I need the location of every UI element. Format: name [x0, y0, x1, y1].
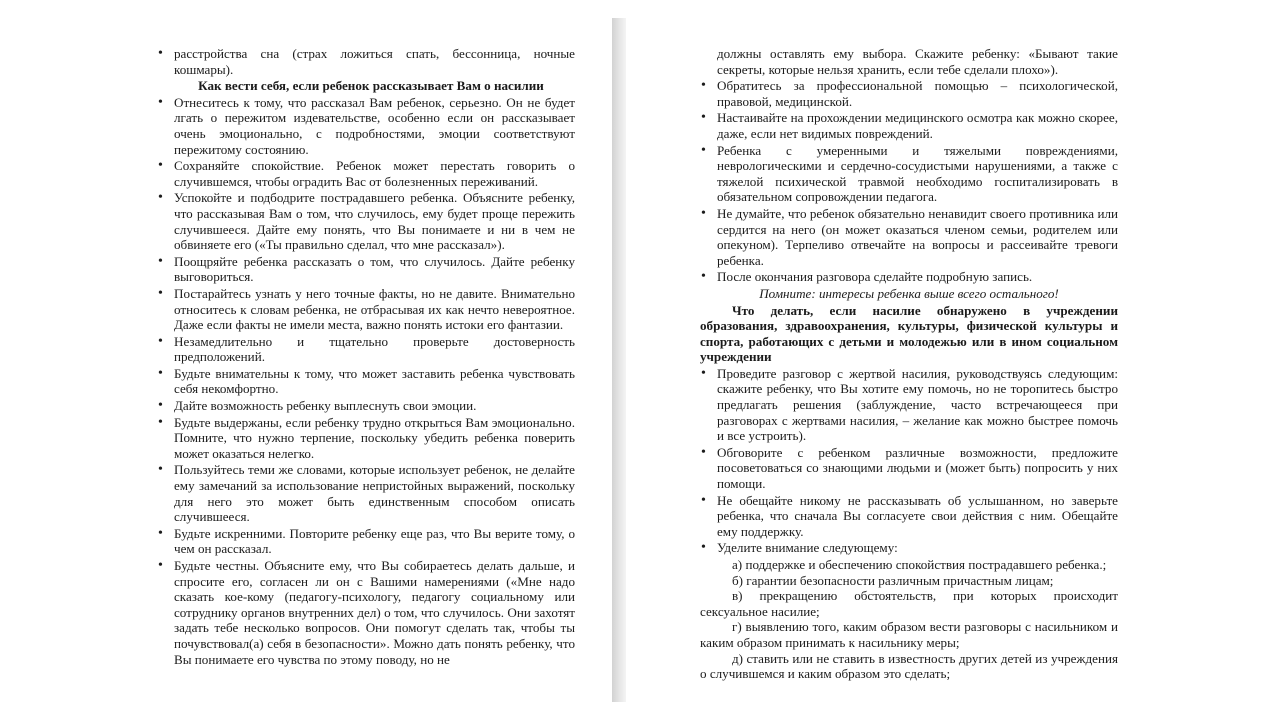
list-item: • Настаивайте на прохождении медицинского осмотра как можно скорее, даже, если нет видимых повреждений.: [700, 110, 1118, 141]
left-page: [155, 46, 575, 668]
list-item: • Проведите разговор с жертвой насилия, руководствуясь следующим: скажите ребенку, что Вы хотите ему помочь, но не торопитесь быстро предлагать решения (заблуждение, часто встречающееся при разговорах с жертвами насилия, – желание как можно быстрее помочь и все устроить).: [700, 366, 1118, 444]
sub-item: б) гарантии безопасности различным причастным лицам;: [732, 572, 1054, 588]
list-item: • Не думайте, что ребенок обязательно ненавидит своего противника или сердится на него (он может оказаться членом семьи, родителем или опекуном). Терпеливо отвечайте на вопросы и рассеивайте тревоги ребенка.: [700, 206, 1118, 268]
list-item: • После окончания разговора сделайте подробную запись.: [700, 269, 1118, 285]
list-item: • Пользуйтесь теми же словами, которые использует ребенок, не делайте ему замечаний за использование непристойных выражений, поскольку для него это может быть единственным способом описать случившееся.: [155, 462, 575, 524]
list-item: • Будьте честны. Объясните ему, что Вы собираетесь делать дальше, и спросите его, согласен ли он с Вашими намерениями («Мне надо сказать кое-кому (педагогу-психологу, педагогу социальному или сотруднику органов внутренних дел) о том, что случилось. Они захотят задать тебе несколько вопросов. Они помогут сделать так, чтобы ты почувствовал(а) себя в безопасности». Можно дать понять ребенку, что Вы понимаете его чувства по этому поводу, но не: [155, 558, 575, 667]
sub-item: в) прекращению обстоятельств, при которых происходит сексуальное насилие;: [700, 588, 1118, 619]
bullet-list: [700, 78, 1118, 285]
list-item: • Постарайтесь узнать у него точные факты, но не давите. Внимательно относитесь к словам ребенка, не отбрасывая их как нечто невероятное. Даже если факты не имели места, важно понять истоки его фантазии.: [155, 286, 575, 333]
sub-item: д) ставить или не ставить в известность других детей из учреждения о случившемся и каким образом это сделать;: [700, 650, 1118, 682]
bullet-list: [155, 95, 575, 667]
list-item: • Уделите внимание следующему:: [700, 540, 1118, 556]
list-item: • Дайте возможность ребенку выплеснуть свои эмоции.: [155, 398, 575, 414]
sub-item: а) поддержке и обеспечению спокойствия пострадавшего ребенка.;: [732, 557, 1107, 572]
italic-note: Помните: интересы ребенка выше всего остального!: [759, 285, 1059, 301]
sub-item: г) выявлению того, каким образом вести разговоры с насильником и каким образом принимать к насильнику меры;: [700, 619, 1118, 650]
bullet-list: [700, 366, 1118, 556]
list-item: • Будьте внимательны к тому, что может заставить ребенка чувствовать себя некомфортно.: [155, 366, 575, 397]
list-item: • Поощряйте ребенка рассказать о том, что случилось. Дайте ребенку выговориться.: [155, 254, 575, 285]
list-item: • Обговорите с ребенком различные возможности, предложите посоветоваться со знающими людьми и (может быть) попросить у них помощи.: [700, 445, 1118, 492]
list-item: • расстройства сна (страх ложиться спать, бессонница, ночные кошмары).: [155, 46, 575, 77]
list-item: • Обратитесь за профессиональной помощью – психологической, правовой, медицинской.: [700, 78, 1118, 109]
section-heading: Что делать, если насилие обнаружено в учреждении образования, здравоохранения, культуры, физической культуры и спорта, работающих с детьми и молодежью или в ином социальном учреждении: [700, 302, 1118, 365]
continued-paragraph: должны оставлять ему выбора. Скажите ребенку: «Бывают такие секреты, которые нельзя хранить, если тебе сделали плохо»).: [717, 46, 1118, 77]
list-item: • Отнеситесь к тому, что рассказал Вам ребенок, серьезно. Он не будет лгать о пережитом издевательстве, особенно если он рассказывает очень эмоционально, с подробностями, эмоции соответствуют пережитому состоянию.: [155, 95, 575, 157]
list-item: • Будьте искренними. Повторите ребенку еще раз, что Вы верите тому, о чем он рассказал.: [155, 526, 575, 557]
bullet-list: [155, 46, 575, 77]
list-item: • Будьте выдержаны, если ребенку трудно открыться Вам эмоционально. Помните, что нужно терпение, поскольку убедить ребенка поверить может оказаться нелегко.: [155, 415, 575, 462]
list-item: • Успокойте и подбодрите пострадавшего ребенка. Объясните ребенку, что рассказывая Вам о том, что случилось, ему будет проще пережить случившееся. Дайте ему понять, что Вы понимаете и ни в чем не обвиняете его («Ты правильно сделал, что мне рассказал»).: [155, 190, 575, 252]
list-item: • Не обещайте никому не рассказывать об услышанном, но заверьте ребенка, что сначала Вы согласуете свои действия с ним. Обещайте ему поддержку.: [700, 493, 1118, 540]
right-page: [700, 46, 1118, 682]
section-heading: Как вести себя, если ребенок рассказывает Вам о насилии: [198, 78, 544, 94]
page-gutter: [612, 18, 626, 702]
sub-list: [700, 557, 1118, 682]
list-item: • Незамедлительно и тщательно проверьте достоверность предположений.: [155, 334, 575, 365]
list-item: • Ребенка с умеренными и тяжелыми повреждениями, неврологическими и сердечно-сосудистыми нарушениями, а также с тяжелой психической травмой необходимо госпитализировать в обязательном сопровождении педагога.: [700, 143, 1118, 205]
list-item: • Сохраняйте спокойствие. Ребенок может перестать говорить о случившемся, чтобы оградить Вас от болезненных переживаний.: [155, 158, 575, 189]
